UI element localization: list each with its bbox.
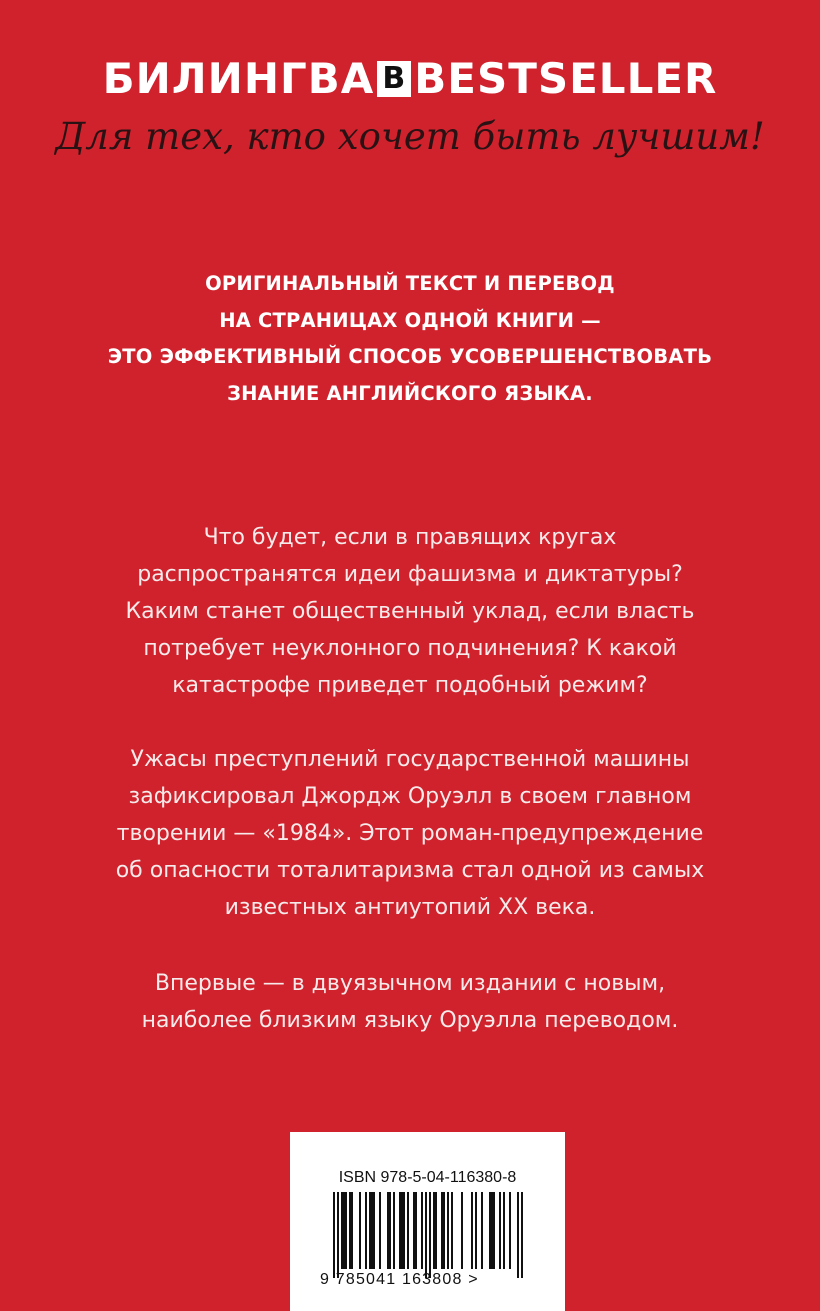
barcode-bar	[429, 1192, 431, 1278]
barcode-bar	[337, 1192, 339, 1278]
description-paragraph-1	[0, 519, 820, 704]
paragraph-line: потребует неуклонного подчинения? К какой	[143, 636, 677, 661]
paragraph-line: катастрофе приведет подобный режим?	[172, 673, 648, 698]
paragraph-line: Каким станет общественный уклад, если власть	[125, 599, 695, 624]
barcode-box	[290, 1132, 565, 1311]
paragraph-line: зафиксировал Джордж Оруэлл в своем главном	[128, 784, 692, 809]
barcode-bar	[407, 1192, 409, 1269]
lead-line: ОРИГИНАЛЬНЫЙ ТЕКСТ И ПЕРЕВОД	[205, 272, 615, 295]
barcode-icon	[333, 1192, 523, 1278]
barcode-bar	[349, 1192, 353, 1269]
barcode-bar	[451, 1192, 453, 1269]
slogan: Для тех, кто хочет быть лучшим!	[55, 115, 765, 158]
lead-line: ЗНАНИЕ АНГЛИЙСКОГО ЯЗЫКА.	[227, 382, 593, 406]
barcode-bar	[471, 1192, 473, 1269]
series-logo: B	[377, 61, 411, 97]
barcode-bar	[489, 1192, 495, 1269]
barcode-bar	[509, 1192, 511, 1269]
barcode-digits: 9 785041 163808 >	[320, 1271, 479, 1288]
barcode-bar	[421, 1192, 423, 1269]
barcode-bar	[393, 1192, 395, 1269]
barcode-bar	[387, 1192, 391, 1269]
barcode-bar	[441, 1192, 445, 1269]
barcode-bar	[447, 1192, 449, 1269]
barcode-bar	[369, 1192, 375, 1269]
lead-line: ЭТО ЭФФЕКТИВНЫЙ СПОСОБ УСОВЕРШЕНСТВОВАТЬ	[107, 345, 713, 369]
paragraph-line: распространятся идеи фашизма и диктатуры?	[137, 562, 683, 587]
barcode-bar	[517, 1192, 519, 1278]
barcode-bar	[341, 1192, 347, 1269]
lead-text	[0, 266, 820, 413]
paragraph-line: Что будет, если в правящих кругах	[203, 525, 617, 550]
description-paragraph-3	[0, 965, 820, 1039]
paragraph-line: Ужасы преступлений государственной машины	[130, 747, 690, 772]
barcode-bar	[503, 1192, 505, 1269]
paragraph-line: Впервые — в двуязычном издании с новым,	[154, 971, 666, 996]
barcode-bar	[433, 1192, 437, 1269]
barcode-bar	[499, 1192, 501, 1269]
description-paragraph-2	[0, 741, 820, 926]
barcode-bar	[425, 1192, 427, 1278]
barcode-bar	[399, 1192, 405, 1269]
paragraph-line: творении — «1984». Этот роман-предупреждение	[116, 821, 704, 846]
series-header	[0, 52, 820, 103]
lead-line: НА СТРАНИЦАХ ОДНОЙ КНИГИ —	[219, 308, 601, 332]
barcode-bar	[359, 1192, 361, 1269]
paragraph-line: наиболее близким языку Оруэлла переводом.	[141, 1008, 679, 1033]
barcode-bar	[379, 1192, 381, 1269]
barcode-bar	[521, 1192, 523, 1278]
paragraph-line: об опасности тоталитаризма стал одной из самых	[115, 858, 705, 883]
isbn-label: ISBN 978-5-04-116380-8	[338, 1169, 517, 1186]
series-name-left: БИЛИНГВА	[102, 53, 375, 103]
paragraph-line: известных антиутопий XX века.	[224, 895, 596, 920]
barcode-bar	[481, 1192, 483, 1269]
series-name-right: BESTSELLER	[414, 53, 718, 103]
barcode-bar	[365, 1192, 367, 1269]
barcode-bar	[413, 1192, 417, 1269]
barcode-bar	[475, 1192, 477, 1269]
barcode-bar	[333, 1192, 335, 1278]
barcode-bar	[461, 1192, 463, 1269]
